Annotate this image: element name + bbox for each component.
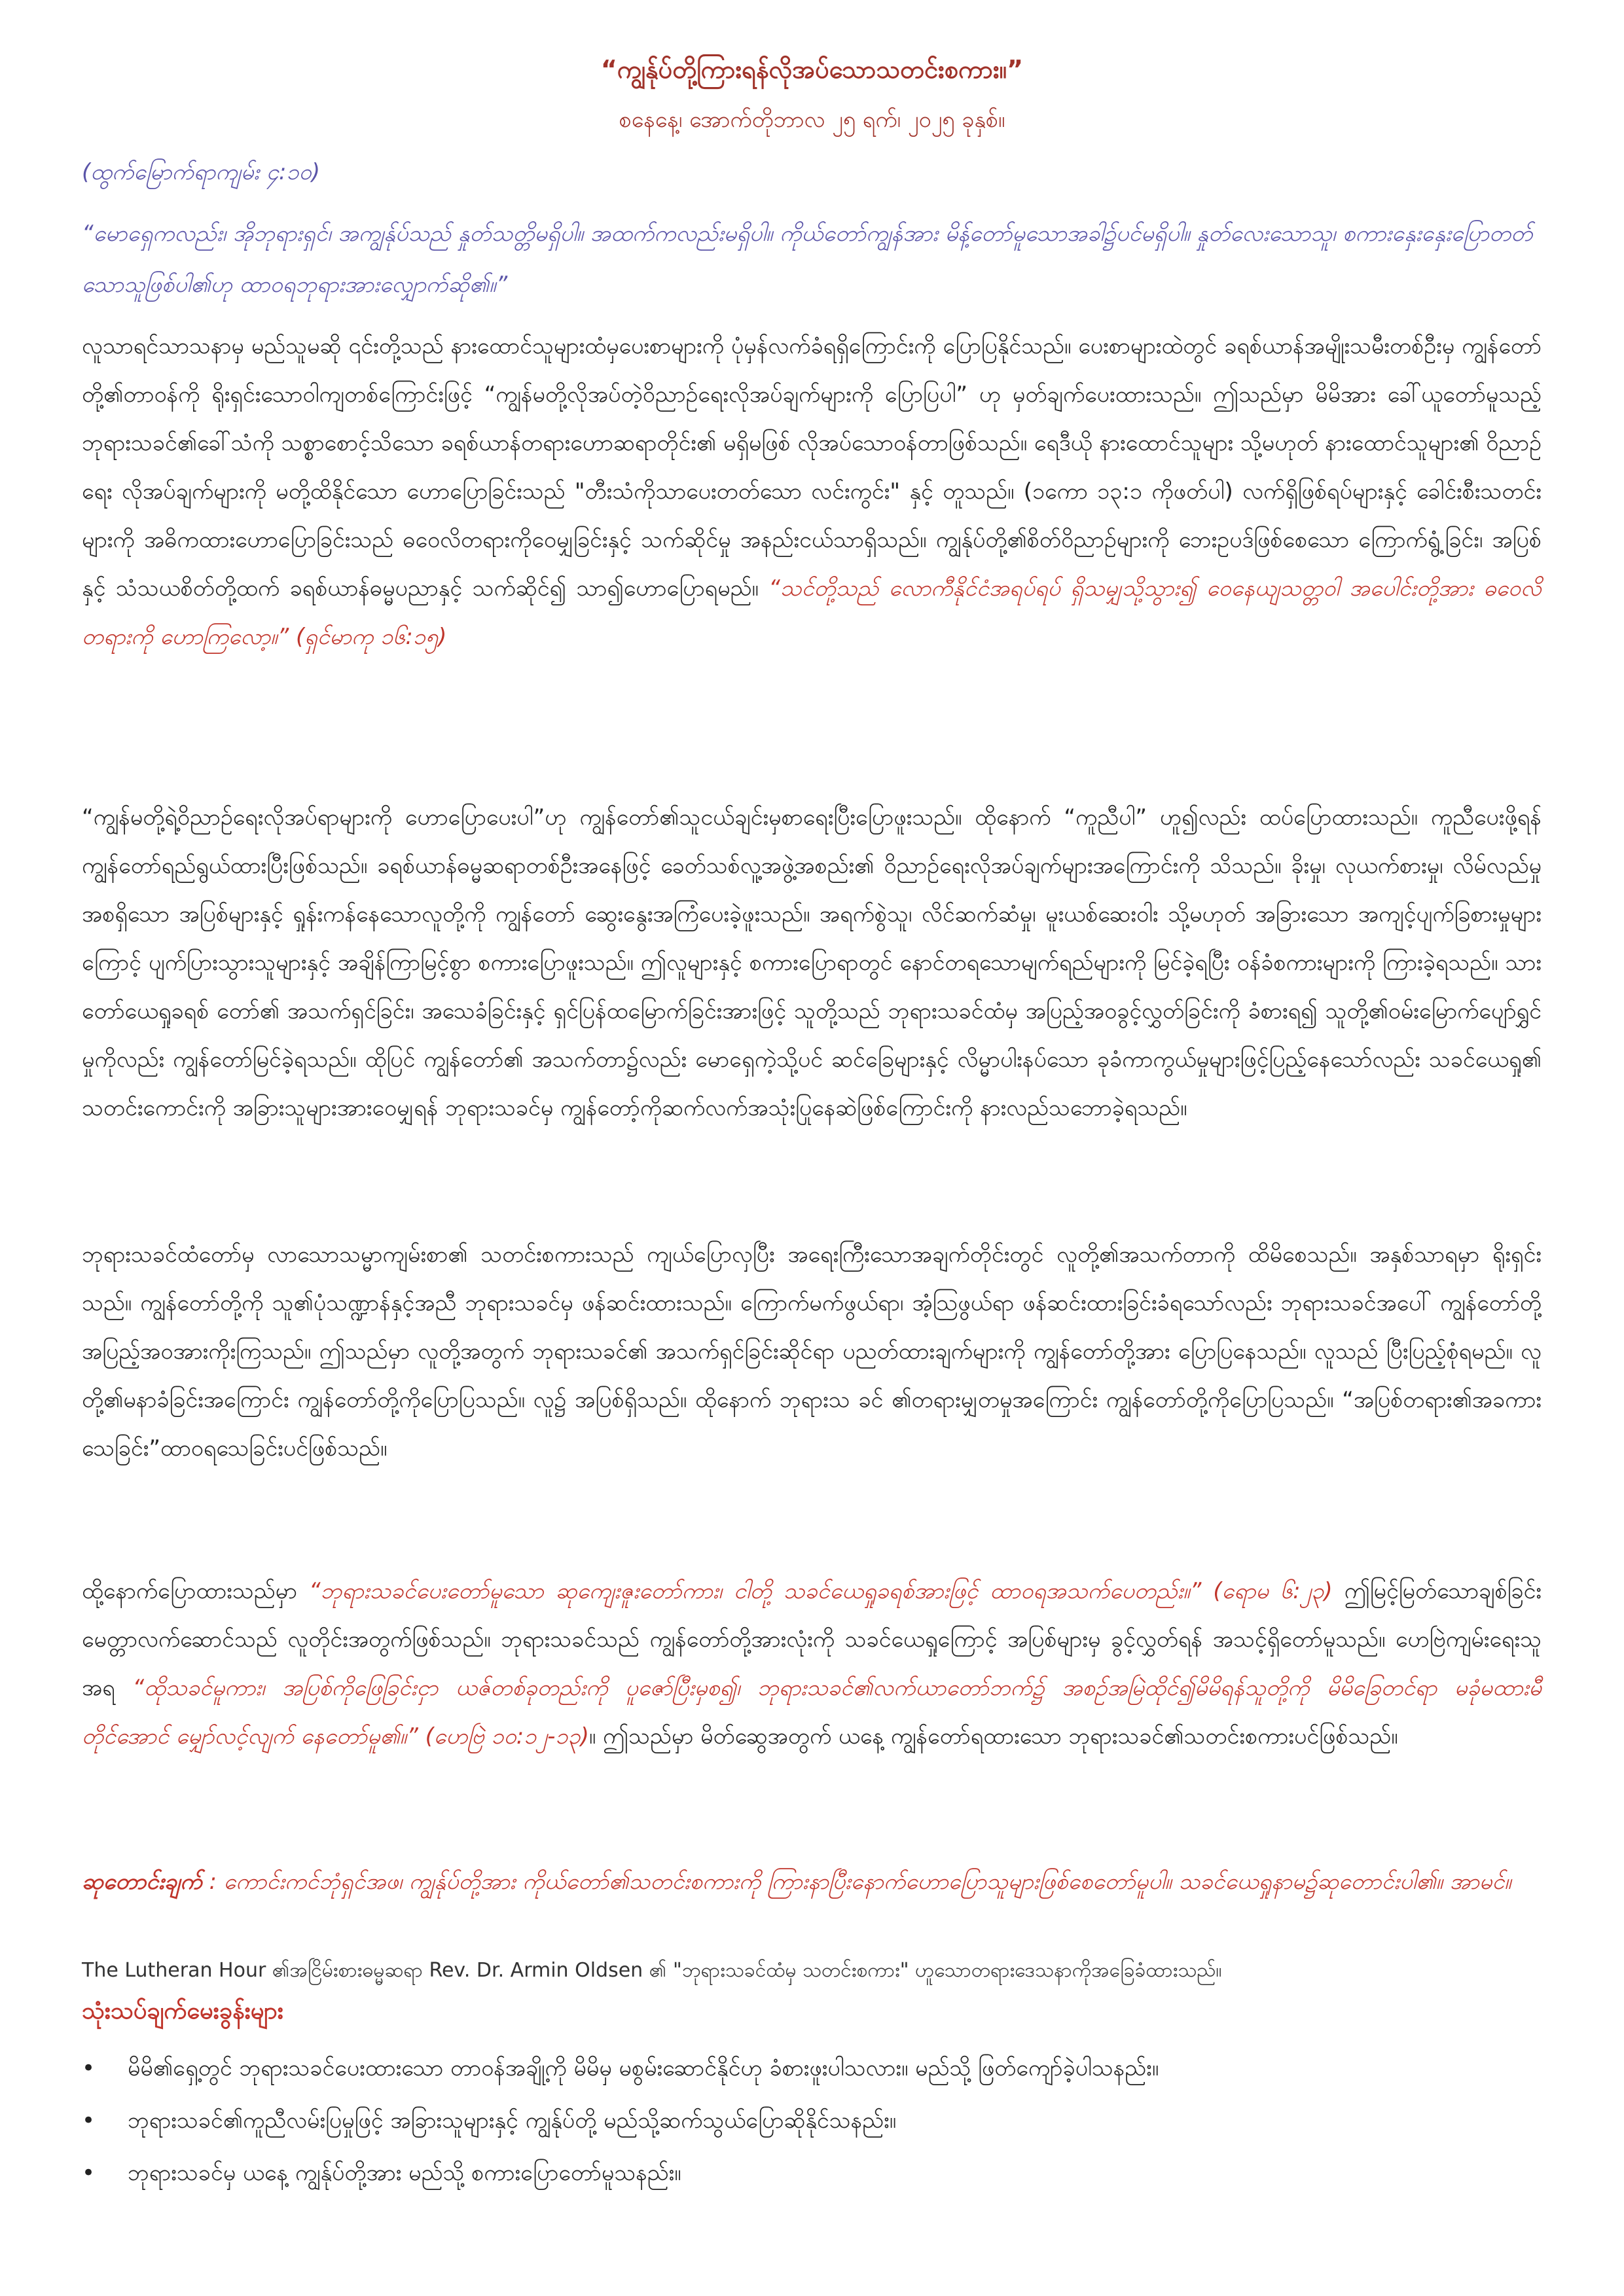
question-item xyxy=(82,2094,1542,2147)
paragraph-3 xyxy=(82,1230,1542,1473)
prayer-label: ဆုတောင်းချက် xyxy=(82,1869,202,1895)
page-date: စနေနေ့၊ အောက်တိုဘာလ ၂၅ ရက်၊ ၂၀၂၅ ခုနှစ်။ xyxy=(619,107,1005,133)
bullet-icon: • xyxy=(82,2108,96,2134)
paragraph-4-middle: ဤမြင့်မြတ်သောချစ်ခြင်းမေတ္တာလက်ဆောင်သည် လူတိုင်းအတွက်ဖြစ်သည်။ ဘုရားသခင်သည် ကျွန်တော်တို့အားလုံးကို သခင်ယေရှုကြောင့် အပြစ်များမှ ခွင့်လွှတ်ရန် အသင့်ရှိတော်မူသည်။ ဟေဗြဲကျမ်းရေးသူအရ xyxy=(82,1578,1542,1701)
paragraph-3-text: ဘုရားသခင်ထံတော်မှ လာသောသမ္မာကျမ်းစာ၏ သတင်းစကားသည် ကျယ်ပြောလှပြီး အရေးကြီးသောအချက်တိုင်းတွင် လူတို့၏အသက်တာကို ထိမိစေသည်။ အနှစ်သာရမှာ ရိုးရှင်းသည်။ ကျွန်တော်တို့ကို သူ၏ပုံသဏ္ဍာန်နှင့်အညီ ဘုရားသခင်မှ ဖန်ဆင်းထားသည်။ ကြောက်မက်ဖွယ်ရာ၊ အံ့သြဖွယ်ရာ ဖန်ဆင်းထားခြင်းခံရသော်လည်း ဘုရားသခင်အပေါ် ကျွန်တော်တို့အပြည့်အဝအားကိုးကြသည်။ ဤသည်မှာ လူတို့အတွက် ဘုရားသခင်၏ အသက်ရှင်ခြင်းဆိုင်ရာ ပညတ်ထားချက်များကို ကျွန်တော်တို့အား ပြောပြနေသည်။ လူသည် ပြီးပြည့်စုံရမည်။ လူတို့၏မနာခံခြင်းအကြောင်း ကျွန်တော်တို့ကိုပြောပြသည်။ လူ၌ အပြစ်ရှိသည်။ ထိုနောက် ဘုရားသ ခင် ၏တရားမျှတမှုအကြောင်း ကျွန်တော်တို့ကိုပြောပြသည်။ “အပြစ်တရား၏အခကားသေခြင်း”ထာဝရသေခြင်းပင်ဖြစ်သည်။ xyxy=(82,1242,1542,1462)
scripture-reference: (ထွက်မြောက်ရာကျမ်း ၄:၁၀) xyxy=(82,159,321,185)
scripture-text: “မောရှေကလည်း၊ အိုဘုရားရှင်၊ အကျွန်ုပ်သည် နှုတ်သတ္တိမရှိပါ။ အထက်ကလည်းမရှိပါ။ ကိုယ်တော်ကျွန်အား မိန့်တော်မူသောအခါ၌ပင်မရှိပါ။ နှုတ်လေးသောသူ၊ စကားနှေးနှေးပြောတတ်သောသူဖြစ်ပါ၏ဟု ထာဝရဘုရားအားလျှောက်ဆို၏။” xyxy=(82,221,1533,298)
paragraph-1 xyxy=(82,322,1542,661)
paragraph-4-tail: ။ ဤသည်မှာ မိတ်ဆွေအတွက် ယနေ့ ကျွန်တော်ရထားသော ဘုရားသခင်၏သတင်းစကားပင်ဖြစ်သည်။ xyxy=(588,1723,1398,1749)
page-title: “ကျွန်ုပ်တို့ကြားရန်လိုအပ်သောသတင်းစကား။” xyxy=(600,55,1024,84)
question-item xyxy=(82,2042,1542,2094)
paragraph-4-quote-hebrews: “ထိုသခင်မူကား၊ အပြစ်ကိုဖြေခြင်းငှာ ယဇ်တစ်ခုတည်းကို ပူဇော်ပြီးမှစ၍၊ ဘုရားသခင်၏လက်ယာတော်ဘက်၌ အစဉ်အမြဲထိုင်၍မိမိရန်သူတို့ကို မိမိခြေတင်ရာ မခုံမထားမီတိုင်အောင် မျှော်လင့်လျက် နေတော်မူ၏။” (ဟေဗြဲ ၁၀:၁၂-၁၃) xyxy=(82,1675,1542,1749)
question-text: ဘုရားသခင်မှ ယနေ့ ကျွန်ုပ်တို့အား မည်သို့ စကားပြောတော်မူသနည်း။ xyxy=(128,2160,681,2186)
paragraph-2-text: “ကျွန်မတို့ရဲ့ဝိညာဉ်ရေးလိုအပ်ရာများကို ဟောပြောပေးပါ”ဟု ကျွန်တော်၏သူငယ်ချင်းမှစာရေးပြီးပြောဖူးသည်။ ထိုနောက် “ကူညီပါ” ဟူ၍လည်း ထပ်ပြောထားသည်။ ကူညီပေးဖို့ရန် ကျွန်တော်ရည်ရွယ်ထားပြီးဖြစ်သည်။ ခရစ်ယာန်ဓမ္မဆရာတစ်ဦးအနေဖြင့် ခေတ်သစ်လူ့အဖွဲ့အစည်း၏ ဝိညာဉ်ရေးလိုအပ်ချက်များအကြောင်းကို သိသည်။ ခိုးမှု၊ လုယက်စားမှု၊ လိမ်လည်မှု အစရှိသော အပြစ်များနှင့် ရှုန်းကန်နေသောလူတို့ကို ကျွန်တော် ဆွေးနွေးအကြံပေးခဲ့ဖူးသည်။ အရက်စွဲသူ၊ လိင်ဆက်ဆံမှု၊ မူးယစ်ဆေးဝါး သို့မဟုတ် အခြားသော အကျင့်ပျက်ခြစားမှုများကြောင့် ပျက်ပြားသွားသူများနှင့် အချိန်ကြာမြင့်စွာ စကားပြောဖူးသည်။ ဤလူများနှင့် စကားပြောရာတွင် နောင်တရသောမျက်ရည်များကို မြင်ခဲ့ရပြီး ဝန်ခံစကားများကို ကြားခဲ့ရသည်။ သားတော်ယေရှုခရစ် တော်၏ အသက်ရှင်ခြင်း၊ အသေခံခြင်းနှင့် ရှင်ပြန်ထမြောက်ခြင်းအားဖြင့် သူတို့သည် ဘုရားသခင်ထံမှ အပြည့်အဝခွင့်လွှတ်ခြင်းကို ခံစားရ၍ သူတို့၏ဝမ်းမြောက်ပျော်ရွှင်မှုကိုလည်း ကျွန်တော်မြင်ခဲ့ရသည်။ ထိုပြင် ကျွန်တော်၏ အသက်တာ၌လည်း မောရှေကဲ့သို့ပင် ဆင်ခြေများနှင့် လိမ္မာပါးနပ်သော ခုခံကာကွယ်မှုများဖြင့်ပြည့်နေသော်လည်း သခင်ယေရှု၏ သတင်းကောင်းကို အခြားသူများအားဝေမျှရန် ဘုရားသခင်မှ ကျွန်တော့်ကိုဆက်လက်အသုံးပြုနေဆဲဖြစ်ကြောင်းကို နားလည်သဘောခဲ့ရသည်။ xyxy=(82,804,1542,1121)
question-text: မိမိ၏ရှေ့တွင် ဘုရားသခင်ပေးထားသော တာဝန်အချို့ကို မိမိမှ မစွမ်းဆောင်နိုင်ဟု ခံစားဖူးပါသလား။ မည်သို့ ဖြတ်ကျော်ခဲ့ပါသနည်း။ xyxy=(128,2055,1159,2081)
paragraph-2 xyxy=(82,793,1542,1132)
questions-heading: သုံးသပ်ချက်မေးခွန်းများ xyxy=(82,1998,283,2024)
sermon-credit: The Lutheran Hour ၏အငြိမ်းစားဓမ္မဆရာ Rev. Dr. Armin Oldsen ၏ "ဘုရားသခင်ထံမှ သတင်းစကား" ဟူသောတရားဒေသနာကိုအခြေခံထားသည်။ xyxy=(82,1959,1222,1982)
bullet-icon: • xyxy=(82,2160,96,2186)
prayer-text: : ကောင်းကင်ဘုံရှင်အဖ၊ ကျွန်ုပ်တို့အား ကိုယ်တော်၏သတင်းစကားကို ကြားနာပြီးနောက်ဟောပြောသူများဖြစ်စေတော်မူပါ။ သခင်ယေရှုနာမ၌ဆုတောင်းပါ၏။ အာမင်။ xyxy=(202,1869,1511,1895)
paragraph-4 xyxy=(82,1567,1542,1761)
questions-list xyxy=(82,2042,1542,2199)
paragraph-4-quote-romans: “ဘုရားသခင်ပေးတော်မူသော ဆုကျေးဇူးတော်ကား၊ ငါတို့ သခင်ယေရှုခရစ်အားဖြင့် ထာဝရအသက်ပေတည်း။” (ရောမ ၆:၂၃) xyxy=(309,1578,1333,1604)
paragraph-1-quote: “သင်တို့သည် လောကီနိုင်ငံအရပ်ရပ် ရှိသမျှသို့သွား၍ ဝေနေယျသတ္တဝါ အပေါင်းတို့အား ဓဝေလိတရားကို ဟောကြလော့။” (ရှင်မာကု ၁၆:၁၅) xyxy=(82,575,1542,650)
prayer xyxy=(82,1857,1542,1906)
paragraph-1-text: လူသာရင်သာသနာမှ မည်သူမဆို ၎င်းတို့သည် နားထောင်သူများထံမှပေးစာများကို ပုံမှန်လက်ခံရရှိကြောင်းကို ပြောပြနိုင်သည်။ ပေးစာများထဲတွင် ခရစ်ယာန်အမျိုးသမီးတစ်ဦးမှ ကျွန်တော်တို့၏တာဝန်ကို ရိုးရှင်းသောဝါကျတစ်ကြောင်းဖြင့် “ကျွန်မတို့လိုအပ်တဲ့ဝိညာဉ်ရေးလိုအပ်ချက်များကို ပြောပြပါ” ဟု မှတ်ချက်ပေးထားသည်။ ဤသည်မှာ မိမိအား ခေါ်ယူတော်မူသည့် ဘုရားသခင်၏ခေါ်သံကို သစ္စာစောင့်သိသော ခရစ်ယာန်တရားဟောဆရာတိုင်း၏ မရှိမဖြစ် လိုအပ်သောဝန်တာဖြစ်သည်။ ရေဒီယို နားထောင်သူများ သို့မဟုတ် နားထောင်သူများ၏ ဝိညာဉ်ရေး လိုအပ်ချက်များကို မတို့ထိနိုင်သော ဟောပြောခြင်းသည် "တီးသံကိုသာပေးတတ်သော လင်းကွင်း" နှင့် တူသည်။ (၁ကော ၁၃:၁ ကိုဖတ်ပါ) လက်ရှိဖြစ်ရပ်များနှင့် ခေါင်းစီးသတင်းများကို အဓိကထားဟောပြောခြင်းသည် ဓဝေလိတရားကိုဝေမျှခြင်းနှင့် သက်ဆိုင်မှု အနည်းငယ်သာရှိသည်။ ကျွန်ုပ်တို့၏စိတ်ဝိညာဉ်များကို ဘေးဥပဒ်ဖြစ်စေသော ကြောက်ရွံ့ခြင်း၊ အပြစ်နှင့် သံသယစိတ်တို့ထက် ခရစ်ယာန်ဓမ္မပညာနှင့် သက်ဆိုင်၍ သာ၍ဟောပြောရမည်။ xyxy=(82,333,1542,601)
question-text: ဘုရားသခင်၏ကူညီလမ်းပြမှုဖြင့် အခြားသူများနှင့် ကျွန်ုပ်တို့ မည်သို့ဆက်သွယ်ပြောဆိုနိုင်သနည်း။ xyxy=(128,2108,897,2134)
bullet-icon: • xyxy=(82,2055,96,2081)
question-item xyxy=(82,2147,1542,2199)
paragraph-4-lead: ထို့နောက်ပြောထားသည်မှာ xyxy=(82,1578,298,1604)
